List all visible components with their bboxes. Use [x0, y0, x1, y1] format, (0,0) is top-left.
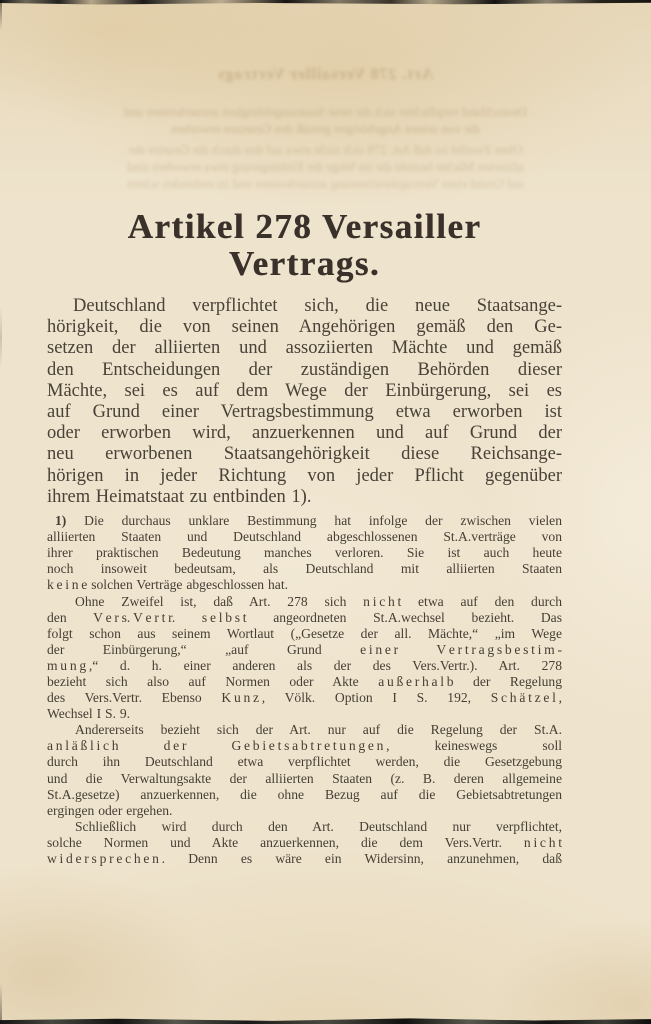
text-line: neu erworbenen Staatsangehörigkeit diese Reichsange- [47, 444, 562, 465]
text-line: den Entscheidungen der zuständigen Behörden dieser [47, 359, 562, 380]
text-line: folgt schon aus seinem Wortlaut („Gesetze der all. Mächte,“ „im Wege [47, 625, 562, 641]
text-line: hörigen in jeder Richtung von jeder Pflicht gegenüber [47, 465, 562, 486]
footnote-paragraph [47, 819, 562, 867]
text-line: setzen der alliierten und assoziierten Mächte und gemäß [47, 338, 562, 359]
bleedthrough-text: auf Grund einer Vertragsbestimmung anzuerkennen und zu entbinden wären [127, 176, 524, 191]
text-line: auf Grund einer Vertragsbestimmung etwa erworben ist [47, 402, 562, 423]
bleedthrough-text: Art. 278 Versailler Vertrags [217, 66, 434, 83]
text-line: k e i n e solchen Verträge abgeschlossen hat. [47, 577, 289, 593]
text-line: Wechsel I S. 9. [47, 706, 131, 722]
text-line: alliierten Staaten und Deutschland abgeschlossenen St.A.verträge von [47, 529, 562, 545]
text-line: solche Normen und Akte anzuerkennen, die dem Vers.Vertr. n i c h t [47, 834, 562, 850]
text-line: m u n g ,“ d. h. einer anderen als der des Vers.Vertr.). Art. 278 [47, 657, 562, 673]
page-title-line2: Vertrags. [228, 244, 381, 283]
bleedthrough-text: Deutschland verpflichtet sich die neue Staatsangehörigkeit anzuerkennen und [123, 104, 528, 119]
text-line: oder erworben wird, anzuerkennen und auf Grund der [47, 423, 562, 444]
text-line: Andererseits bezieht sich der Art. nur auf die Regelung der St.A. [75, 722, 562, 738]
text-line: und die Verwaltungsakte der alliierten Staaten (z. B. deren allgemeine [47, 770, 562, 786]
article-body-paragraph [47, 296, 562, 508]
text-line: Mächte, sei es auf dem Wege der Einbürgerung, sei es [47, 380, 562, 401]
bleedthrough-layer [0, 0, 651, 210]
page-title-line1: Artikel 278 Versailler [127, 207, 482, 246]
text-line: bezieht sich also auf Normen oder Akte a u ß e r h a l b der Regelung [47, 673, 562, 689]
footnote-section [47, 513, 562, 867]
page-text-block [47, 208, 562, 867]
bleedthrough-text: alliierten Mächte bezieht die im Wege der Einbürgerung etwa erworben sind [127, 159, 524, 174]
footnote-marker: 1) [55, 513, 67, 529]
scan-edge-bottom [0, 1017, 651, 1024]
footnote-paragraph [47, 513, 562, 593]
page-title [47, 208, 562, 282]
text-line: w i d e r s p r e c h e n . Denn es wäre ein Widersinn, anzunehmen, daß [47, 851, 562, 866]
text-line: ergingen oder ergehen. [47, 802, 173, 818]
text-line: des Vers.Vertr. Ebenso K u n z , Völk. Option I S. 192, S c h ä t z e l , [47, 690, 562, 706]
text-line: a n l ä ß l i c h d e r G e b i e t s a b t r e t u n g e n , keineswegs soll [47, 738, 562, 754]
text-line: Schließlich wird durch den Art. Deutschland nur verpflichtet, [75, 818, 562, 834]
text-line: Deutschland verpflichtet sich, die neue Staatsange- [73, 296, 562, 316]
text-line: 1) Die durchaus unklare Bestimmung hat infolge der zwischen vielen [55, 513, 562, 529]
scan-edge-top [0, 0, 651, 5]
text-line: St.A.gesetze) anzuerkennen, die ohne Bezug auf die Gebietsabtretungen [47, 786, 562, 802]
bleedthrough-text: die von seinen Angehörigen gemäß den Gesetzen erworben [171, 121, 480, 136]
text-line: der Einbürgerung,“ „auf Grund e i n e r V e r t r a g s b e s t i m - [47, 641, 562, 657]
text-line: Ohne Zweifel ist, daß Art. 278 sich n i c h t etwa auf den durch [75, 593, 562, 609]
text-line: ihrem Heimatstaat zu entbinden 1). [47, 486, 312, 507]
footnote-paragraph [47, 722, 562, 819]
text-line: hörigkeit, die von seinen Angehörigen gemäß den Ge- [47, 317, 562, 338]
text-line: den V e r s. V e r t r. s e l b s t angeordneten St.A.wechsel bezieht. Das [47, 609, 562, 625]
text-line: durch ihn Deutschland etwa verpflichtet werden, die Gesetzgebung [47, 754, 562, 770]
text-line: noch insoweit bedeutsam, als Deutschland mit alliierten Staaten [47, 561, 562, 577]
text-line: ihrer praktischen Bedeutung manches verloren. Sie ist auch heute [47, 545, 562, 561]
bleedthrough-text: Ohne Zweifel ist daß Art. 278 sich nicht etwa auf den durch die Gesetze der [128, 142, 523, 157]
footnote-paragraph [47, 594, 562, 723]
scan-edge-left [0, 0, 2, 1024]
